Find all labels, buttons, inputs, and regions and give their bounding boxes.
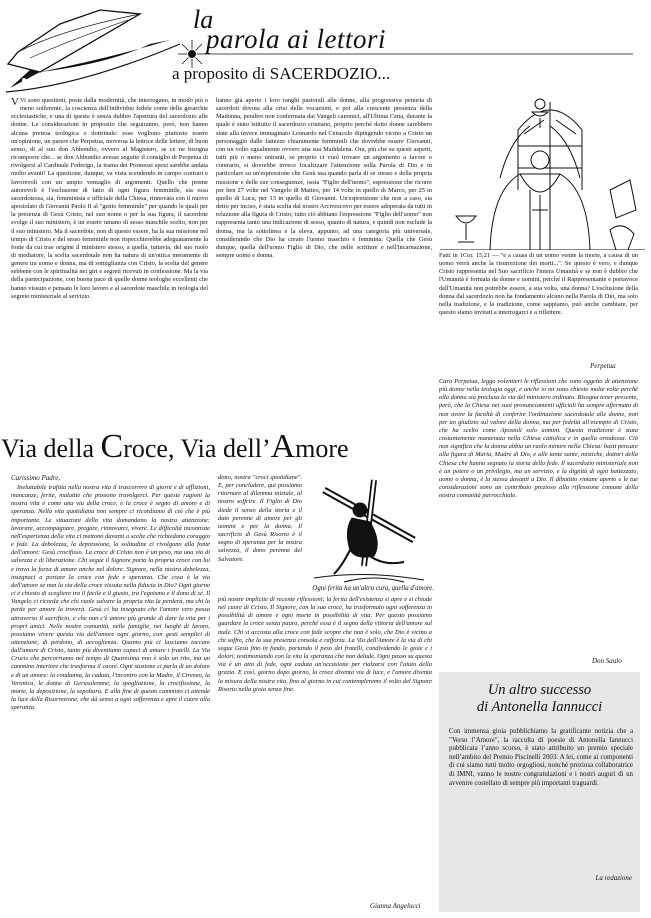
title-cap-c: C <box>100 428 124 465</box>
article1-col2-text: hanno già aperto i loro ranghi pastorali alle donne, alla progressiva penuria di sacerdoti dovuta alla crisi delle vocazioni, e poi alla crescente presenza della Madonna, peraltro non confermata dai Vangeli canonici, all'Ultima Cena, durante la quale è stato istituito il sacerdozio cristiano, proprio perché dotto donne sarebbero state alla invece immaginato Leonardo nel Cenacolo dipingendo vicino a Cristo un personaggio dalle fattezze chiaramente femminili che dovrebbe essere Giovanni, con un volto egualmente ovvero una sua Maddalena. Ora, più che su questi aspetti, tutti più o meno uniranti, se proprio ci vuol trovare un argomento a favore o contrario, si dovrebbe invece focalizzare l'attenzione sulla Parola di Dio e in particolare su un'espressione che Gesù usa quando parla di se stesso e della propria missione e delle sue conseguenze, ossia "Figlio dell'uomo", espressione che ricorre per ben 27 volte nel Vangelo di Matteo, per 14 volte in quello di Marco, per 25 in quello di Luca, per 13 in quello di Giovanni. Un'espressione che non a caso, sia detto per inciso, è stata scelta dal nostro Arcivescovo per essere adoperata da tutti in relazione alla figura di Cristo; tutto ciò abbiano l'espressione "Figlio dell'uomo" non rappresenta tanto una indicazione di sesso, quanto di natura, e quindi non esclude la donna, ma la sottolinea e la eleva, appunto, ad una categoria più universale, considerando che Dio ha creato l'uomo maschio e femmina. Quella che Gesù dunque, quella dell'uomo Figlio di Dio, che nelle scritture e nell'incarnazione, sempre uomo e donna. <box>216 97 432 259</box>
sidebar-letter <box>439 378 638 660</box>
header-subtitle: a proposito di SACERDOZIO... <box>172 64 391 83</box>
pen-nib-icon <box>6 10 180 92</box>
news-box <box>439 672 640 912</box>
article2-col2-top <box>218 474 302 582</box>
sidebar-paragraph-text: Fatti in 1Cor. 15,21 — "e a causa di un uomo venne la morte, a causa di un uomo verrà anche la risurrezione dei morti...". Se questo è vero, e dunque Cristo rappresenta nel Suo sacrificio l'intera Umanità e se non è dubbio che l'Umanità è formata da donne e uomini, perché il Rappresentante e portavoce dell'Umanità non potrebbe essere, a sua volta, una donna? L'esclusione della donna dal sacerdozio non ha fondamento alcuno nella Parola di Dio, ma solo nella tradizione, e la tradizione, come sappiamo, può anche cambiare, per questo siamo invitati a interrogarci e a riflettere. <box>439 252 638 317</box>
article2-col2-bottom <box>218 596 432 896</box>
article2-col1-text: Ineluttabile trafitta nella nostra vita il trascorrere di giorni e di afflizioni, mancanze, ferite, malattie che possono travolgerci. Per queste ragioni la nostra vita è come una via della croce, e la croce è segno di amore e di speranza. Nella vita quotidiana non sempre ci ricordiamo di ciò che è più importante. Le situazioni della vita domandano la nostra attenzione: lavorare, accompagnare, pregare, rinnovarci, vivere. Le difficoltà incontrate nell'esperienza della vita ci mettono davanti a scelte che richiedono coraggio e fede. La debolezza, la depressione, la solitudine ci rivolgono alla fonte dell'amore: Gesù crocifisso. La croce di Cristo non è un peso, ma una via di salvezza e di liberazione. Chi segue il Signore porta la propria croce con lui e trova la forza di amare anche nel dolore. Signore, nella nostra debolezza, insegnaci a portare la croce con fede e speranza. Che cosa è la via dell'amore se non la via della croce vissuta nella fiducia in Dio? Ogni giorno ci è chiesto di scegliere tra il facile e il giusto, tra l'egoismo e il dono di sé. Il Vangelo ci ricorda che chi vuole salvare la propria vita la perderà, ma chi la perde per amore la troverà. Gesù ci ha insegnato che l'amore vero passa attraverso il sacrificio, e che non c'è amore più grande di dare la vita per i propri amici. Nelle nostre comunità, nelle famiglie, nei luoghi di lavoro, possiamo vivere questa via dell'amore ogni giorno, con gesti semplici di attenzione, di perdono, di accoglienza. Quanto più ci lasciamo toccare dall'amore di Cristo, tanto più diventiamo capaci di amare i fratelli. La Via Crucis che percorriamo nel tempo di Quaresima non è solo un rito, ma un cammino interiore che trasforma il cuore. Ogni stazione ci parla di un dolore e di un amore: la condanna, la caduta, l'incontro con la Madre, il Cireneo, la Veronica, le donne di Gerusalemme, la spogliazione, la crocifissione, la morte, la deposizione, la sepoltura. E alla fine di questo cammino ci attende la luce della Risurrezione, che dà senso a ogni sofferenza e apre il cuore alla speranza. <box>11 484 210 712</box>
sidebar-signature2: Don Saulo <box>592 657 622 665</box>
article1-col1-text: Vi sono questioni, poste dalla modernità, che interrogano, in modo più o meno sofferente, la coscienza dell'individuo fedele come delle gerarchie ecclesiastiche, e una di queste è senza dubbio l'apertura del sacerdozio alle donne. Le considerazioni in proposito che seguiranno, però, non hanno alcuna pretesa teologica o dottrinale: esse vogliono piuttosto essere un'opinione, un parere che Perpetua, moversa la lettrice delle lettere, di buon senso, di al suo don Abbondio, ovvero al Magistero, se ce ne bisogna ricomporre che... se don Abbondio avesse seguito il consiglio di Perpetua di rivolgersi al Cardinale Federigo, la trama dei Promessi sposi sarebbe andata molto avanti! La questione, dunque, va vista scendendo in campo contrari e favorevoli con un ampio ventaglio di argomenti. Quello che preme autorevoli è l'esclusione di fatto di ogni figura femminile, sia essa sacerdotessa, sia, femminista e ufficiale della Chiesa, rinnovata con il nuovo apostolato di Giovanni Paolo II al "genio femminile" per quando le quali per la presenza di Gesù Cristo, nel suo nome o per la sua figura, il sacerdote svolge il suo ministero, è un essere umano di sesso maschile scelto, non per il suo ministero. Ma il sacerdote, non di questo essere, ha la sua missione nel tempo di Cristo e del sesso femminile non rispecchierebbe adeguatamente la fonte da cui trae origine il ministero stesso, a quella, tuttavia, del suo ruolo di mediatore, la scelta sacerdotale non ha natura di un'ottica meramente di genere tra uomo e donna, ma di somiglianza con Cristo, la scelta del genere sebbene con le spiritualità nei giri e segreti ricevuti in confessione. Ma la via della partecipazione, con buona pace di quelle donne teologhe eccellenti che hanno vissuto e pensato le loro lavoro e al sacerdote maschile in teologia del segreto ministeriale al servizio. <box>11 97 208 300</box>
title-part-e: more <box>295 434 349 463</box>
article2-col1 <box>11 484 210 900</box>
crucifix-caption: Ogni ferita ha un'altra cura, quella d'amore. <box>312 585 434 592</box>
title-cap-a: A <box>270 428 296 465</box>
article2-greeting: Carissimo Padre, <box>11 474 61 482</box>
title-part-a: Via della <box>1 434 101 463</box>
priest-illustration <box>440 90 645 250</box>
article1-col2 <box>216 97 432 427</box>
news-box-body-text: Con immensa gioia pubblichiamo la gratificante notizia che a "Verso l’Amore", la raccolta di poesie di Antonella Iannucci pubblicata l’anno scorso, è stato attribuito un premio speciale nell’ambito del Premio Piscinelli 2003. A lei, come ai componenti di cui siamo tutti molto orgogliosi, nonché preziosa collaboratrice di IMNI, vanno le nostre congratulazioni e i nostri auguri di un avvenire costellato di sempre più importanti traguardi. <box>449 728 633 787</box>
sidebar-signature: Perpetua <box>590 362 616 370</box>
article2-col2-bottom-text: più nostre implicite di recente riflessioni; la ferita dell'esistenza si apre e si chiude nel cuore di Cristo. Il Signore, con la sua croce, ha trasformato ogni sofferenza in possibilità di amore e ogni morte in possibilità di vita. Per questo possiamo guardare la croce senza paura, perché essa è il segno della vittoria dell'amore sul male. Chi si accosta alla croce con fede scopre che non è solo, che Dio è vicino a chi soffre, che la sua presenza consola e rafforza. La Via dell'Amore è la via di chi segue Gesù fino in fondo, portando il peso dei fratelli, condividendo le gioie e i dolori, testimoniando con la vita la speranza che non delude. Ogni passo su questa via è un atto di fede, ogni caduta un'occasione per rialzarsi con l'aiuto della grazia. E così, giorno dopo giorno, la croce diventa via di luce, e l'amore diventa la misura della nostra vita, fino al giorno in cui contempleremo il volto del Signore Risorto nella gioia senza fine. <box>218 596 432 693</box>
article1-col1: V Vi sono questioni, poste dalla modernità, che interrogano, in modo più o meno sofferente, la coscienza dell'individuo fedele come delle gerarchie ecclesiastiche, e una di queste è senza dubbio l'apertura del sacerdozio alle donne. Le considerazioni in proposito che seguiranno, però, non hanno alcuna pretesa teologica o dottrinale: esse vogliono piuttosto essere un'opinione, un parere che Perpetua, moversa la lettrice delle lettere, di buon senso, di al suo don Abbondio, ovvero al Magistero, se ce ne bisogna ricomporre che... se don Abbondio avesse seguito il consiglio di Perpetua di rivolgersi al Cardinale Federigo, la trama dei Promessi sposi sarebbe andata molto avanti! La questione, dunque, va vista scendendo in campo contrari e favorevoli con un ampio ventaglio di argomenti. Quello che preme autorevoli è l'esclusione di fatto di ogni figura femminile, sia essa sacerdotessa, sia, femminista e ufficiale della Chiesa, rinnovata con il nuovo apostolato di Giovanni Paolo II al "genio femminile" per quando le quali per la presenza di Gesù Cristo, nel suo nome o per la sua figura, il sacerdote svolge il suo ministero, è un essere umano di sesso maschile scelto, non per il suo ministero. Ma il sacerdote, non di questo essere, ha la sua missione nel tempo di Cristo e del sesso femminile non rispecchierebbe adeguatamente la fonte da cui trae origine il ministero stesso, a quella, tuttavia, del suo ruolo di mediatore, la scelta sacerdotale non ha natura di un'ottica meramente di genere tra uomo e donna, ma di somiglianza con Cristo, la scelta del genere sebbene con le spiritualità nei giri e segreti ricevuti in confessione. Ma la via della partecipazione, con buona pace di quelle donne teologhe eccellenti che hanno vissuto e pensato le loro lavoro e al sacerdote maschile in teologia del segreto ministeriale al servizio. <box>11 97 208 300</box>
article2-title <box>1 430 349 466</box>
crucifix-illustration <box>304 470 434 586</box>
article2-col2-top-text: dono, nostra "croci quotidiane". E, per concludere, qui possiamo ritornare al dilemma iniziale, al nostro soffrire. Il Figlio di Dio diede il senso della storia e il dato perenne di amore per gli uomini e per la donna. Il sacrificio di Gesù Risorto è il segno di speranza per la nostra salvezza, il dono perenne del Salvatore. <box>218 474 302 563</box>
header-title: parola ai lettori <box>206 24 387 54</box>
news-box-body <box>449 728 633 788</box>
header-title-small: la <box>193 5 214 34</box>
news-box-signature: La redazione <box>595 874 632 882</box>
sidebar-letter-text: Cara Perpetua, leggo volentieri le riflessioni che sono oggetto di attenzione più donne nella teologia oggi, e anche io mi sono chiesto molte volte perché alla donna sia preclusa la via del ministero ordinato. Bisogna tener presente, però, che la Chiesa nei suoi pronunciamenti ufficiali ha sempre affermato di non avere la facoltà di conferire l'ordinazione sacerdotale alle donne, non per un giudizio sul valore della donna, ma per fedeltà all'esempio di Cristo, che ha scelto come Apostoli solo uomini. Questa tradizione è stata costantemente mantenuta nella Chiesa cattolica e in quella ortodossa. Ciò non significa che la donna abbia un ruolo minore nella Chiesa: basti pensare alla figura di Maria, Madre di Dio, e alle tante sante, mistiche, dottori della Chiesa che hanno segnato la storia della fede. Il sacerdozio ministeriale non è un potere o un privilegio, ma un servizio, e la dignità di ogni battezzato, uomo o donna, è la stessa davanti a Dio. Il dibattito rimane aperto e le tue considerazioni sono un contributo prezioso alla riflessione comune della nostra comunità parrocchiale. <box>439 378 638 500</box>
title-part-c: roce, Via dell’ <box>123 434 271 463</box>
sidebar-paragraph <box>439 252 638 372</box>
news-box-title-line2: di Antonella Iannucci <box>476 699 603 715</box>
article2-signature: Gianna Angelucci <box>370 902 421 910</box>
news-box-title-line1: Un altro successo <box>487 682 592 698</box>
